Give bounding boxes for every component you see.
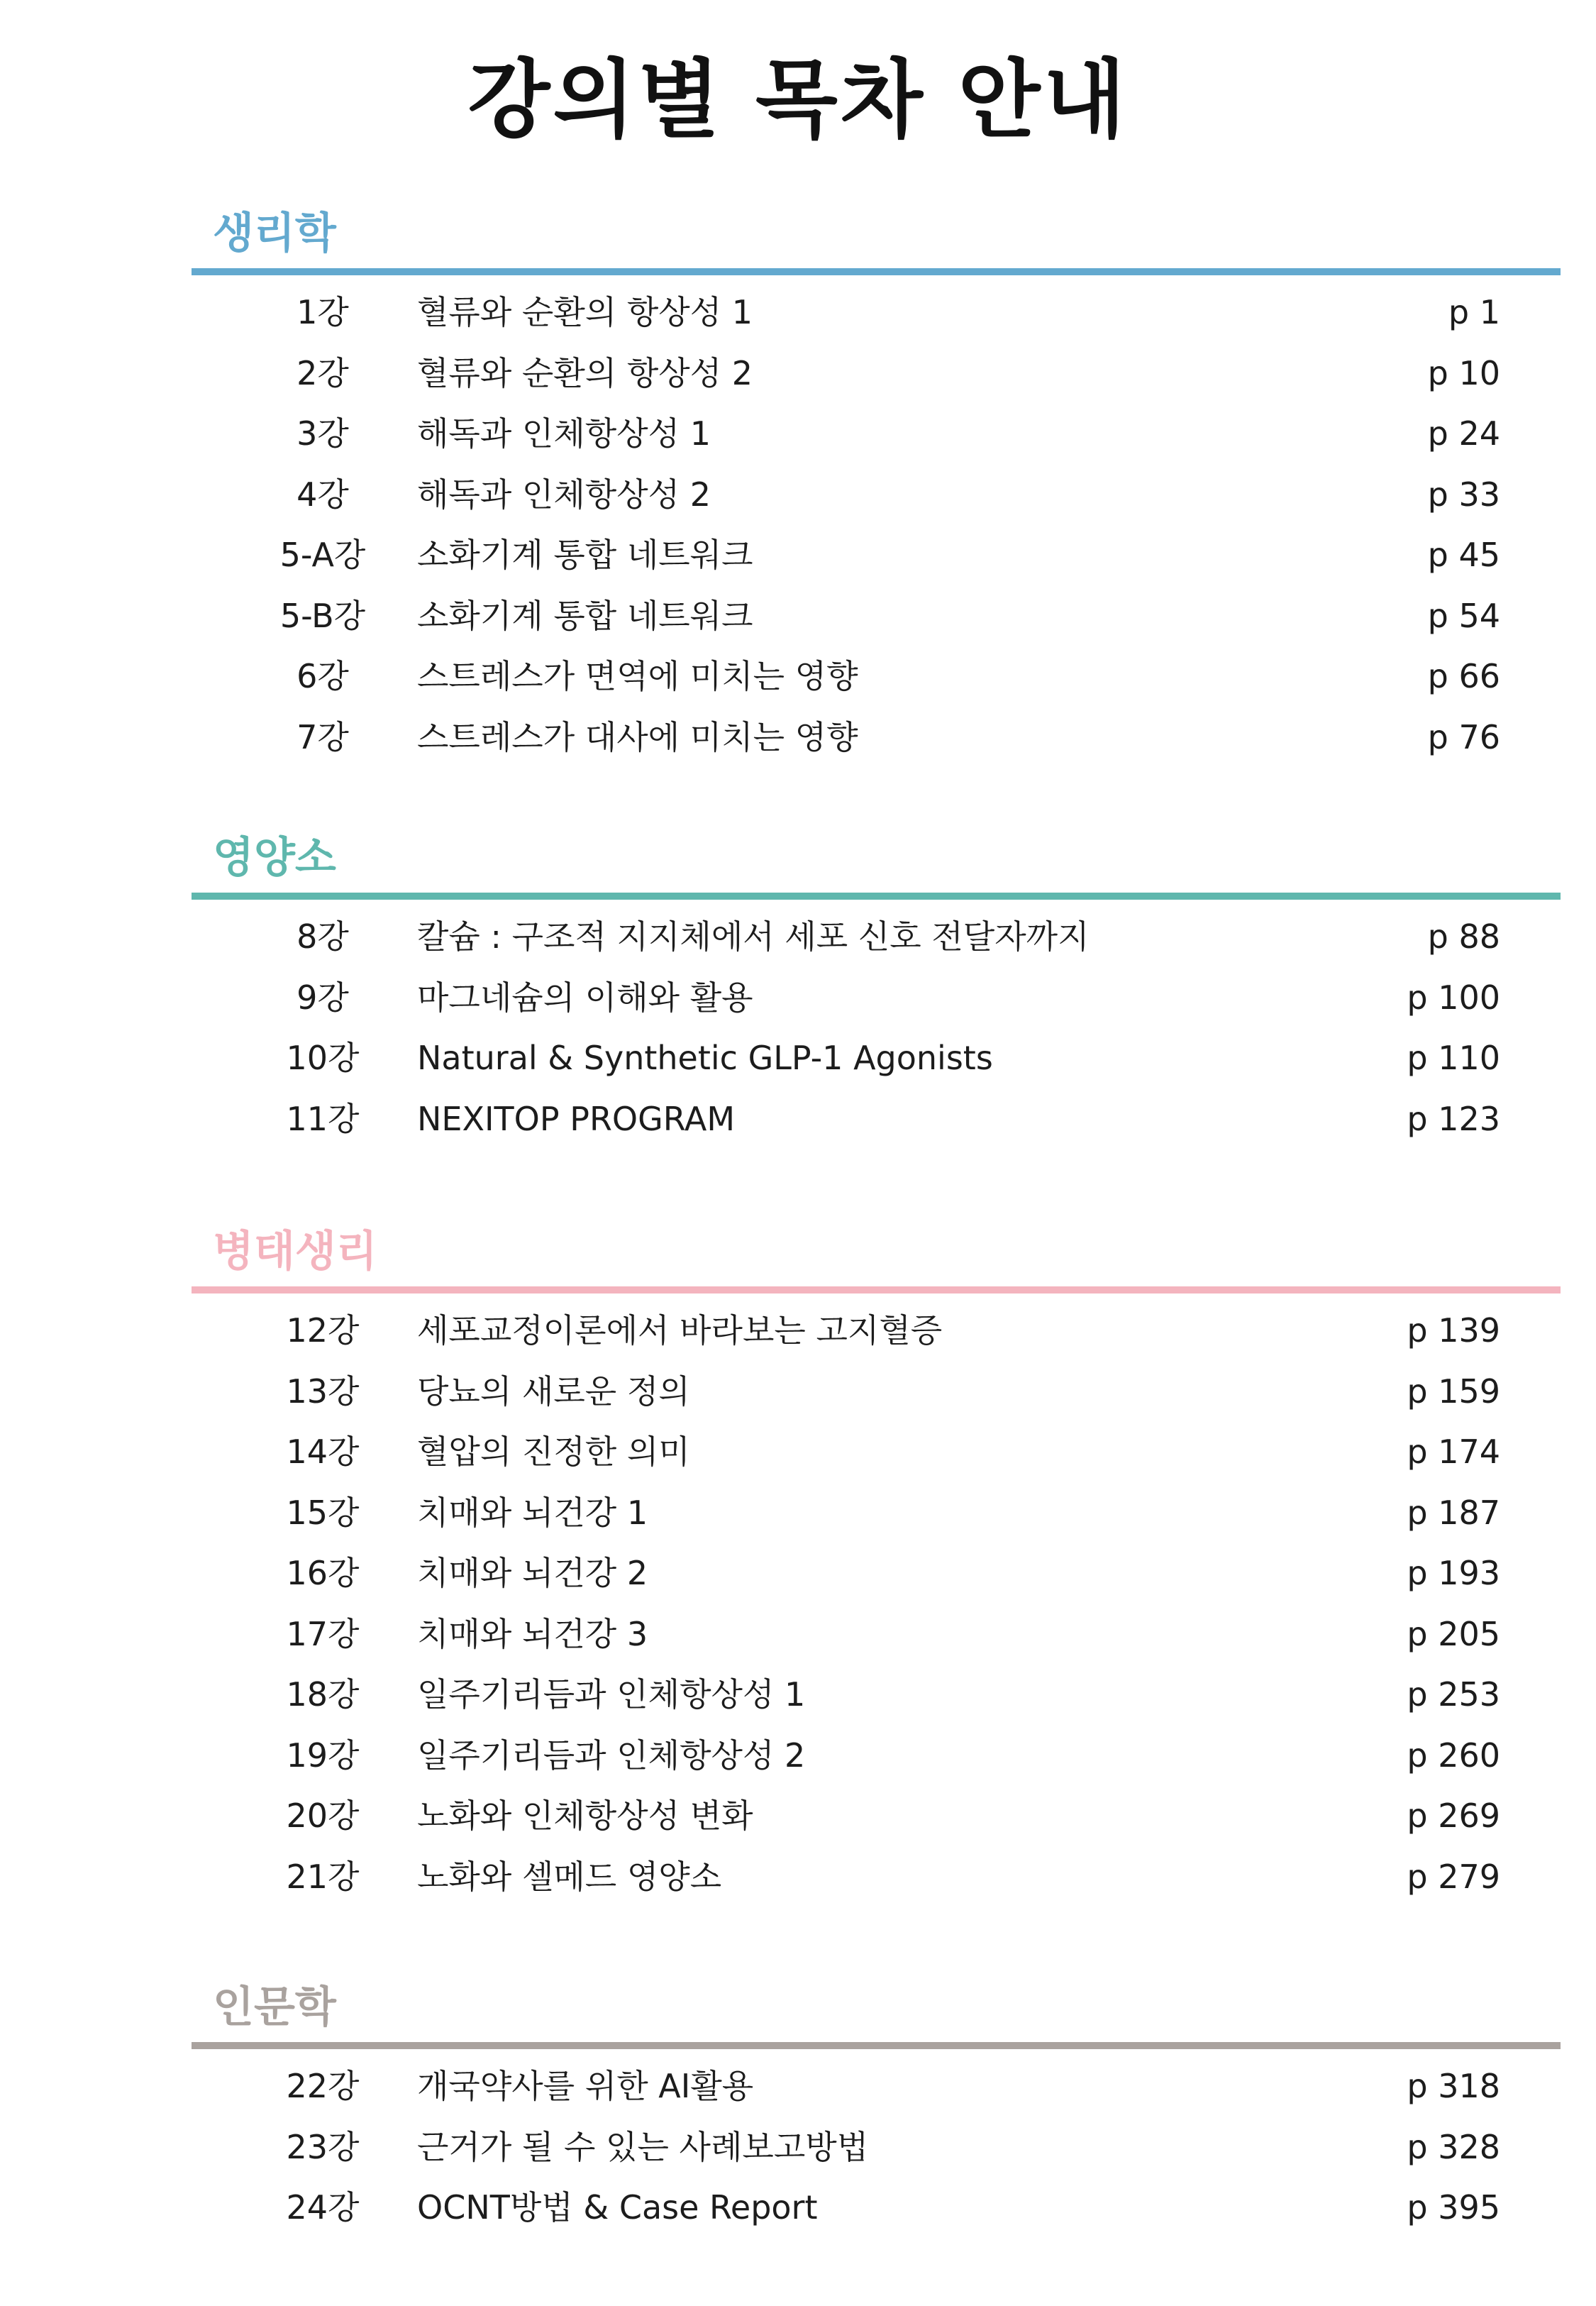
section-header [192,830,1561,900]
lecture-number: 1강 [297,293,349,331]
lecture-row [192,1301,1561,1362]
section-physiology [192,206,1561,768]
lecture-row [192,2178,1561,2239]
lecture-row [192,1847,1561,1908]
lecture-page: p 66 [1427,657,1500,695]
lecture-title: 혈류와 순환의 항상성 1 [417,293,753,331]
lecture-page: p 76 [1427,717,1500,756]
lecture-list [192,900,1561,1149]
section-title: 병태생리 [213,1227,377,1276]
lecture-number: 5-A강 [279,536,366,574]
section-title: 인문학 [213,1982,336,2032]
lecture-title: 칼슘 : 구조적 지지체에서 세포 신호 전달자까지 [417,917,1090,956]
lecture-row [192,1422,1561,1483]
lecture-page: p 88 [1427,917,1500,956]
lecture-row [192,525,1561,586]
section-divider [192,893,1561,900]
lecture-number: 19강 [286,1736,360,1775]
lecture-number: 14강 [286,1433,360,1471]
section-header [192,1980,1561,2049]
section-header [192,206,1561,275]
section-title: 생리학 [213,209,336,258]
lecture-number: 16강 [286,1554,360,1592]
lecture-row [192,1543,1561,1604]
lecture-row [192,343,1561,404]
lecture-title: 소화기계 통합 네트워크 [417,596,753,635]
lecture-row [192,1362,1561,1423]
lecture-title: 노화와 인체항상성 변화 [417,1797,753,1835]
lecture-title: 일주기리듬과 인체항상성 2 [417,1736,806,1775]
lecture-page: p 110 [1407,1039,1500,1077]
lecture-number: 21강 [286,1857,360,1896]
section-divider [192,268,1561,275]
lecture-page: p 159 [1407,1372,1500,1411]
lecture-title: 해독과 인체항상성 2 [417,475,711,514]
lecture-page: p 123 [1407,1099,1500,1138]
lecture-number: 23강 [286,2127,360,2166]
lecture-title: 치매와 뇌건강 3 [417,1614,648,1653]
lecture-number: 22강 [286,2067,360,2105]
lecture-page: p 139 [1407,1311,1500,1350]
lecture-number: 8강 [297,917,349,956]
lecture-page: p 187 [1407,1493,1500,1532]
lecture-page: p 100 [1407,978,1500,1017]
section-humanities [192,1980,1561,2239]
lecture-title: 소화기계 통합 네트워크 [417,536,753,574]
lecture-row [192,2117,1561,2178]
lecture-number: 15강 [286,1493,360,1532]
lecture-number: 24강 [286,2188,360,2227]
section-divider [192,1286,1561,1293]
lecture-number: 3강 [297,414,349,453]
lecture-number: 4강 [297,475,349,514]
lecture-page: p 1 [1448,293,1500,331]
section-title: 영양소 [213,833,336,883]
lecture-page: p 45 [1427,536,1500,574]
lecture-row [192,586,1561,647]
lecture-list [192,275,1561,768]
lecture-title: 세포교정이론에서 바라보는 고지혈증 [417,1311,943,1350]
lecture-page: p 33 [1427,475,1500,514]
lecture-title: 근거가 될 수 있는 사례보고방법 [417,2127,869,2166]
lecture-number: 12강 [286,1311,360,1350]
lecture-page: p 54 [1427,596,1500,635]
lecture-number: 10강 [286,1039,360,1077]
page-title: 강의별 목차 안내 [467,51,1129,150]
lecture-row [192,2056,1561,2117]
lecture-page: p 260 [1407,1736,1500,1775]
lecture-page: p 10 [1427,353,1500,392]
lecture-title: 일주기리듬과 인체항상성 1 [417,1675,806,1714]
lecture-row [192,465,1561,526]
lecture-title: 스트레스가 면역에 미치는 영향 [417,657,858,695]
section-header [192,1224,1561,1293]
lecture-title: 개국약사를 위한 AI활용 [417,2067,754,2105]
lecture-page: p 253 [1407,1675,1500,1714]
lecture-number: 2강 [297,353,349,392]
lecture-row [192,1028,1561,1089]
lecture-row [192,907,1561,968]
lecture-page: p 193 [1407,1554,1500,1592]
lecture-title: Natural & Synthetic GLP-1 Agonists [417,1039,993,1077]
lecture-title: 스트레스가 대사에 미치는 영향 [417,717,858,756]
lecture-title: 노화와 셀메드 영양소 [417,1857,722,1896]
lecture-title: 치매와 뇌건강 1 [417,1493,648,1532]
lecture-number: 11강 [286,1099,360,1138]
lecture-page: p 395 [1407,2188,1500,2227]
lecture-title: 해독과 인체항상성 1 [417,414,711,453]
lecture-row [192,1665,1561,1726]
lecture-title: 혈압의 진정한 의미 [417,1433,690,1471]
lecture-page: p 318 [1407,2067,1500,2105]
lecture-number: 20강 [286,1797,360,1835]
section-pathophysiology [192,1224,1561,1907]
lecture-number: 6강 [297,657,349,695]
lecture-list [192,1293,1561,1907]
lecture-page: p 24 [1427,414,1500,453]
lecture-title: 혈류와 순환의 항상성 2 [417,353,753,392]
lecture-row [192,1604,1561,1665]
lecture-number: 18강 [286,1675,360,1714]
lecture-row [192,968,1561,1029]
lecture-number: 7강 [297,717,349,756]
lecture-page: p 205 [1407,1614,1500,1653]
lecture-row [192,282,1561,343]
section-nutrients [192,830,1561,1149]
lecture-page: p 328 [1407,2127,1500,2166]
lecture-row [192,404,1561,465]
lecture-row [192,1786,1561,1847]
lecture-title: 치매와 뇌건강 2 [417,1554,648,1592]
lecture-row [192,1483,1561,1544]
section-divider [192,2042,1561,2049]
lecture-title: OCNT방법 & Case Report [417,2188,818,2227]
lecture-number: 9강 [297,978,349,1017]
lecture-title: NEXITOP PROGRAM [417,1099,736,1138]
lecture-list [192,2049,1561,2239]
lecture-row [192,1726,1561,1787]
lecture-number: 13강 [286,1372,360,1411]
lecture-row [192,1089,1561,1150]
lecture-page: p 279 [1407,1857,1500,1896]
lecture-page: p 269 [1407,1797,1500,1835]
lecture-row [192,646,1561,707]
lecture-page: p 174 [1407,1433,1500,1471]
lecture-title: 마그네슘의 이해와 활용 [417,978,753,1017]
lecture-row [192,707,1561,768]
lecture-title: 당뇨의 새로운 정의 [417,1372,690,1411]
lecture-number: 5-B강 [279,596,366,635]
lecture-number: 17강 [286,1614,360,1653]
